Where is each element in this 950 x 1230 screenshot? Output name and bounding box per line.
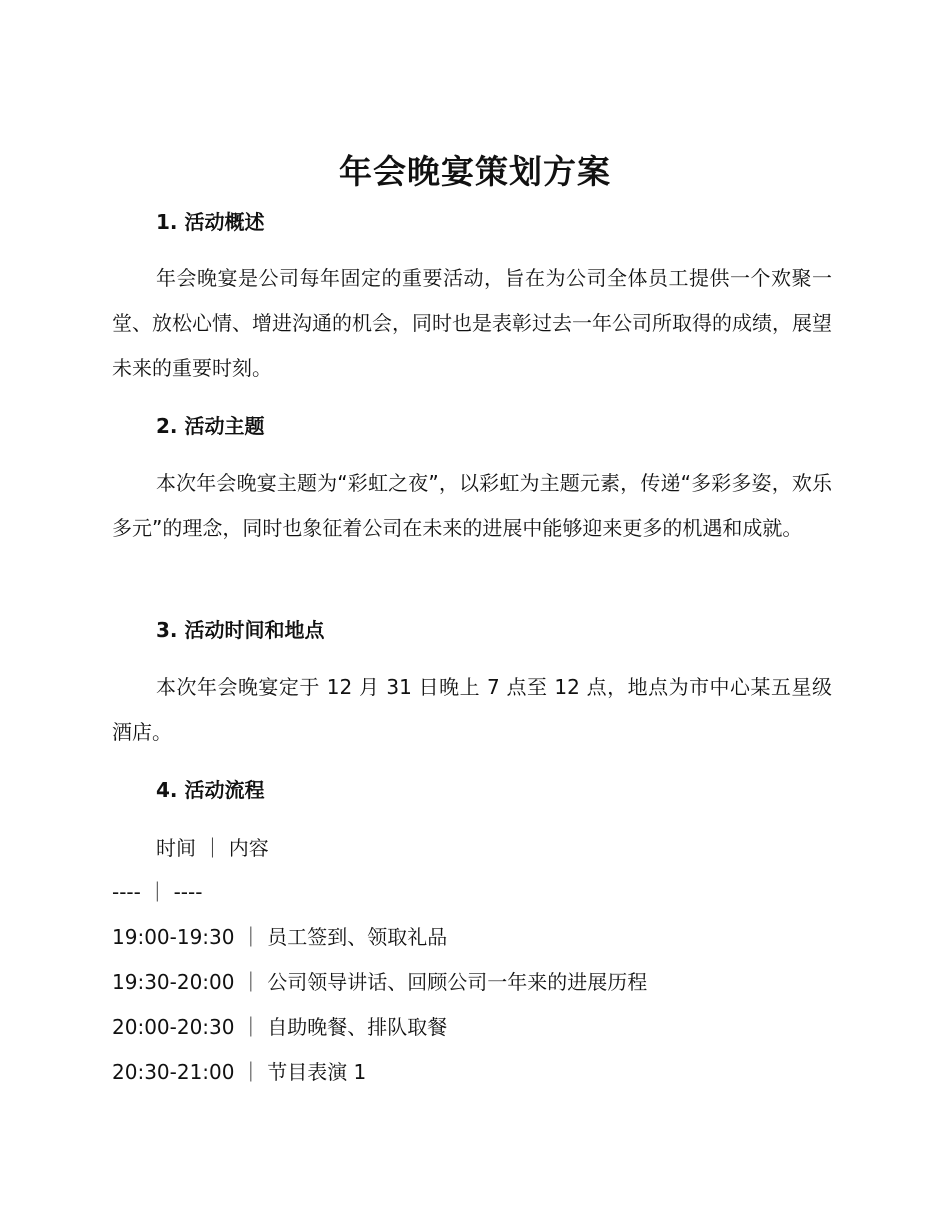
section-heading-time-place: 3. 活动时间和地点	[156, 618, 325, 642]
section-heading-flow: 4. 活动流程	[156, 778, 265, 802]
schedule-row: 19:30-20:00 ｜ 公司领导讲话、回顾公司一年来的进展历程	[112, 970, 648, 994]
document-title: 年会晚宴策划方案	[339, 152, 611, 191]
schedule-row: 19:00-19:30 ｜ 员工签到、领取礼品	[112, 925, 448, 949]
schedule-row: 20:30-21:00 ｜ 节目表演 1	[112, 1060, 367, 1084]
schedule-row: 20:00-20:30 ｜ 自助晚餐、排队取餐	[112, 1015, 448, 1039]
section-body-time-place: 本次年会晚宴定于 12 月 31 日晚上 7 点至 12 点，地点为市中心某五星级酒店。	[112, 675, 832, 744]
section-body-theme: 本次年会晚宴主题为“彩虹之夜”，以彩虹为主题元素，传递“多彩多姿，欢乐多元”的理念，同时也象征着公司在未来的进展中能够迎来更多的机遇和成就。	[112, 471, 832, 540]
schedule-separator: ---- ｜ ----	[112, 880, 203, 904]
section-heading-overview: 1. 活动概述	[156, 210, 265, 234]
schedule-header: 时间 ｜ 内容	[156, 836, 269, 860]
section-body-overview: 年会晚宴是公司每年固定的重要活动，旨在为公司全体员工提供一个欢聚一堂、放松心情、增进沟通的机会，同时也是表彰过去一年公司所取得的成绩，展望未来的重要时刻。	[112, 266, 832, 380]
section-heading-theme: 2. 活动主题	[156, 414, 265, 438]
